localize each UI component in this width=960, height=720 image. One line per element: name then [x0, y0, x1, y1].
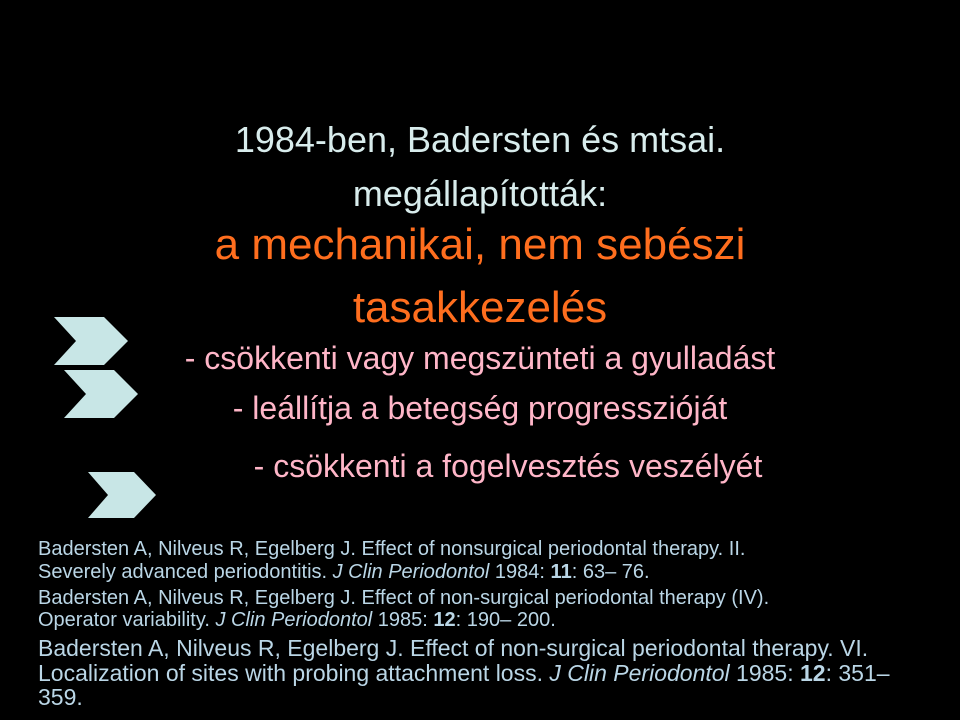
reference-line: [38, 609, 938, 632]
emphasis-line-2: tasakkezelés: [352, 283, 608, 332]
reference-pages: : 351–: [825, 659, 890, 686]
reference-item-2: [38, 587, 938, 633]
reference-line: Badersten A, Nilveus R, Egelberg J. Effect of non-surgical periodontal therapy (IV).: [38, 586, 770, 609]
bullet-item-1: - csökkenti vagy megszünteti a gyulladást: [184, 340, 776, 376]
reference-title: Localization of sites with probing attachment loss.: [38, 659, 550, 686]
reference-year: 1985:: [729, 659, 800, 686]
reference-line: Badersten A, Nilveus R, Egelberg J. Effect of nonsurgical periodontal therapy. II.: [38, 538, 746, 560]
reference-volume: 12: [800, 659, 826, 686]
bullet-item-3: - csökkenti a fogelvesztés veszélyét: [253, 448, 763, 484]
reference-line: 359.: [38, 684, 83, 711]
reference-item-1: [38, 538, 938, 584]
reference-line: Badersten A, Nilveus R, Egelberg J. Effect of non-surgical periodontal therapy. VI.: [38, 635, 869, 662]
reference-volume: 11: [550, 560, 572, 583]
reference-title: Operator variability.: [38, 609, 216, 632]
bullet-item-2: - leállítja a betegség progresszióját: [232, 390, 728, 426]
reference-title: Severely advanced periodontitis.: [38, 560, 333, 583]
heading-line-2: megállapították:: [352, 173, 608, 214]
journal-name: J Clin Periodontol: [549, 659, 730, 686]
journal-name: J Clin Periodontol: [332, 560, 490, 583]
journal-name: J Clin Periodontol: [215, 609, 373, 632]
emphasis-line-1: a mechanikai, nem sebészi: [214, 220, 746, 269]
reference-pages: : 190– 200.: [455, 609, 556, 632]
reference-line: [38, 661, 938, 686]
reference-volume: 12: [433, 609, 456, 632]
reference-year: 1985:: [372, 609, 434, 632]
reference-item-3: [38, 636, 938, 710]
reference-year: 1984:: [489, 560, 551, 583]
reference-list: [38, 538, 938, 710]
heading-line-1: 1984-ben, Badersten és mtsai.: [234, 119, 726, 160]
reference-line: [38, 561, 938, 584]
reference-pages: : 63– 76.: [571, 560, 650, 583]
